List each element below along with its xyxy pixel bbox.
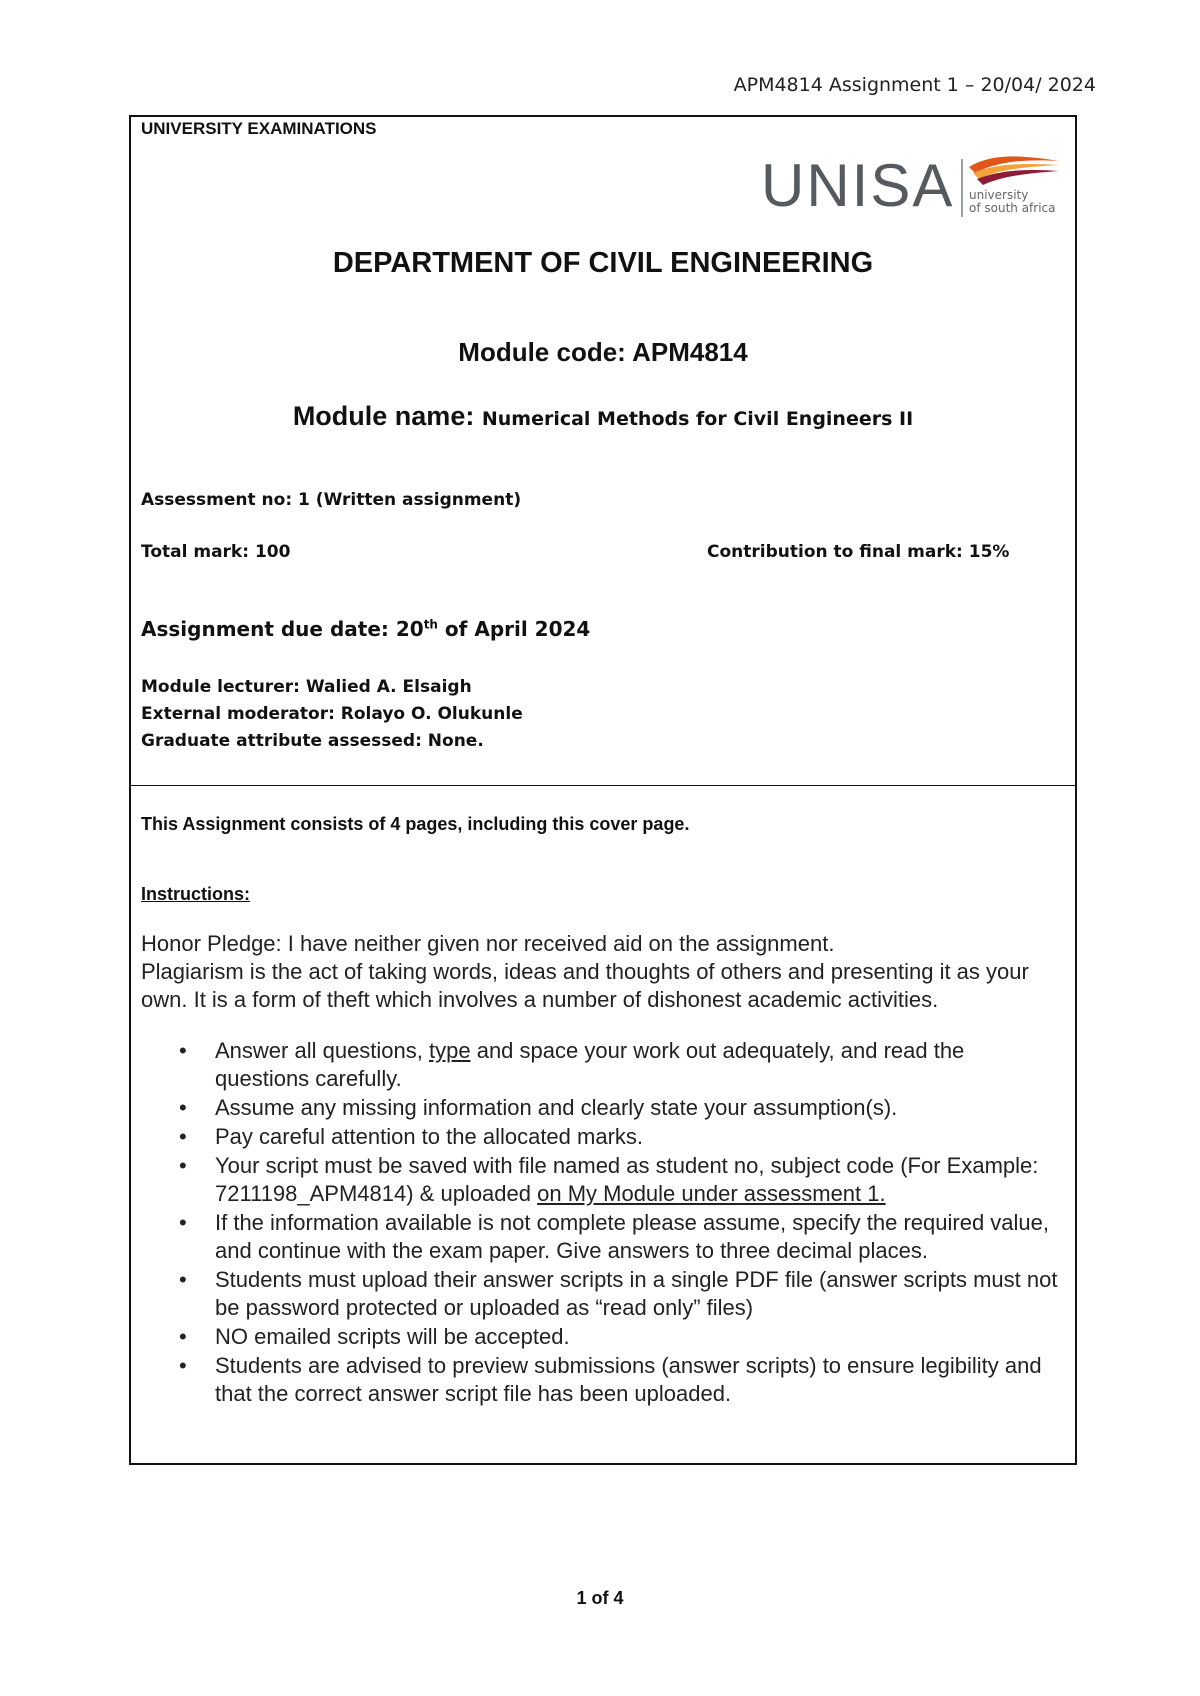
page-count-note: This Assignment consists of 4 pages, including this cover page. <box>141 814 690 834</box>
logo-subtitle <box>969 189 1056 215</box>
plagiarism-note: Plagiarism is the act of taking words, ideas and thoughts of others and presenting it as your own. It is a form of theft which involves a number of dishonest academic activities. <box>141 959 1029 1012</box>
due-date-prefix: Assignment due date: 20 <box>141 617 424 641</box>
bullet4-pre: Your script must be saved with file named as student no, subject code (For Example: 7211198_APM4814) & uploaded <box>215 1153 1039 1206</box>
list-item: • Pay careful attention to the allocated marks. <box>141 1123 1061 1151</box>
swoosh-icon <box>967 151 1061 187</box>
staff-info <box>141 674 523 755</box>
instructions-heading-colon: : <box>244 884 251 904</box>
university-examinations-label: UNIVERSITY EXAMINATIONS <box>141 119 377 138</box>
bullet1-underlined: type <box>429 1038 471 1063</box>
bullet1-pre: Answer all questions, <box>215 1038 429 1063</box>
instruction-list <box>141 1037 1061 1409</box>
bullet1-post: and space your work out adequately, and read the questions carefully. <box>215 1038 965 1091</box>
logo-separator <box>961 159 963 217</box>
module-code: Module code: APM4814 <box>458 337 748 367</box>
graduate-attribute: Graduate attribute assessed: None. <box>141 731 484 751</box>
honor-pledge-block <box>141 930 1061 1014</box>
list-item <box>141 1037 1061 1093</box>
list-item: • If the information available is not complete please assume, specify the required value, and continue with the exam paper. Give answers to three decimal places. <box>141 1209 1061 1265</box>
list-item: • Students are advised to preview submissions (answer scripts) to ensure legibility and that the correct answer script file has been uploaded. <box>141 1352 1061 1408</box>
unisa-logo <box>761 147 1061 227</box>
running-header: APM4814 Assignment 1 – 20/04/ 2024 <box>733 74 1096 96</box>
instructions-heading-text: Instructions <box>141 884 245 904</box>
module-name-label: Module name: <box>292 401 475 431</box>
honor-pledge: Honor Pledge: I have neither given nor received aid on the assignment. <box>141 931 835 956</box>
external-moderator: External moderator: Rolayo O. Olukunle <box>141 704 523 724</box>
cover-box <box>129 115 1077 1465</box>
contribution-to-final-mark: Contribution to final mark: 15% <box>707 542 1010 562</box>
department-title: DEPARTMENT OF CIVIL ENGINEERING <box>332 247 874 279</box>
due-date-sup: th <box>423 617 438 632</box>
logo-sub-line2: of south africa <box>969 201 1056 215</box>
due-date <box>141 617 590 641</box>
module-name <box>131 401 1075 432</box>
list-item: • Assume any missing information and clearly state your assumption(s). <box>141 1094 1061 1122</box>
page-number: 1 of 4 <box>576 1588 624 1608</box>
list-item: • Students must upload their answer scripts in a single PDF file (answer scripts must not be password protected or uploaded as “read only” files) <box>141 1266 1061 1322</box>
due-date-suffix: of April 2024 <box>437 617 591 641</box>
logo-sub-line1: university <box>969 188 1029 202</box>
module-lecturer: Module lecturer: Walied A. Elsaigh <box>141 677 472 697</box>
section-divider <box>131 785 1075 786</box>
assessment-number: Assessment no: 1 (Written assignment) <box>141 490 522 510</box>
module-name-value: Numerical Methods for Civil Engineers II <box>481 408 914 430</box>
logo-wordmark: UNISA <box>761 152 955 219</box>
bullet4-underlined: on My Module under assessment 1. <box>537 1181 886 1206</box>
list-item <box>141 1152 1061 1208</box>
total-mark: Total mark: 100 <box>141 542 291 562</box>
list-item: • NO emailed scripts will be accepted. <box>141 1323 1061 1351</box>
instructions-heading <box>141 884 250 905</box>
